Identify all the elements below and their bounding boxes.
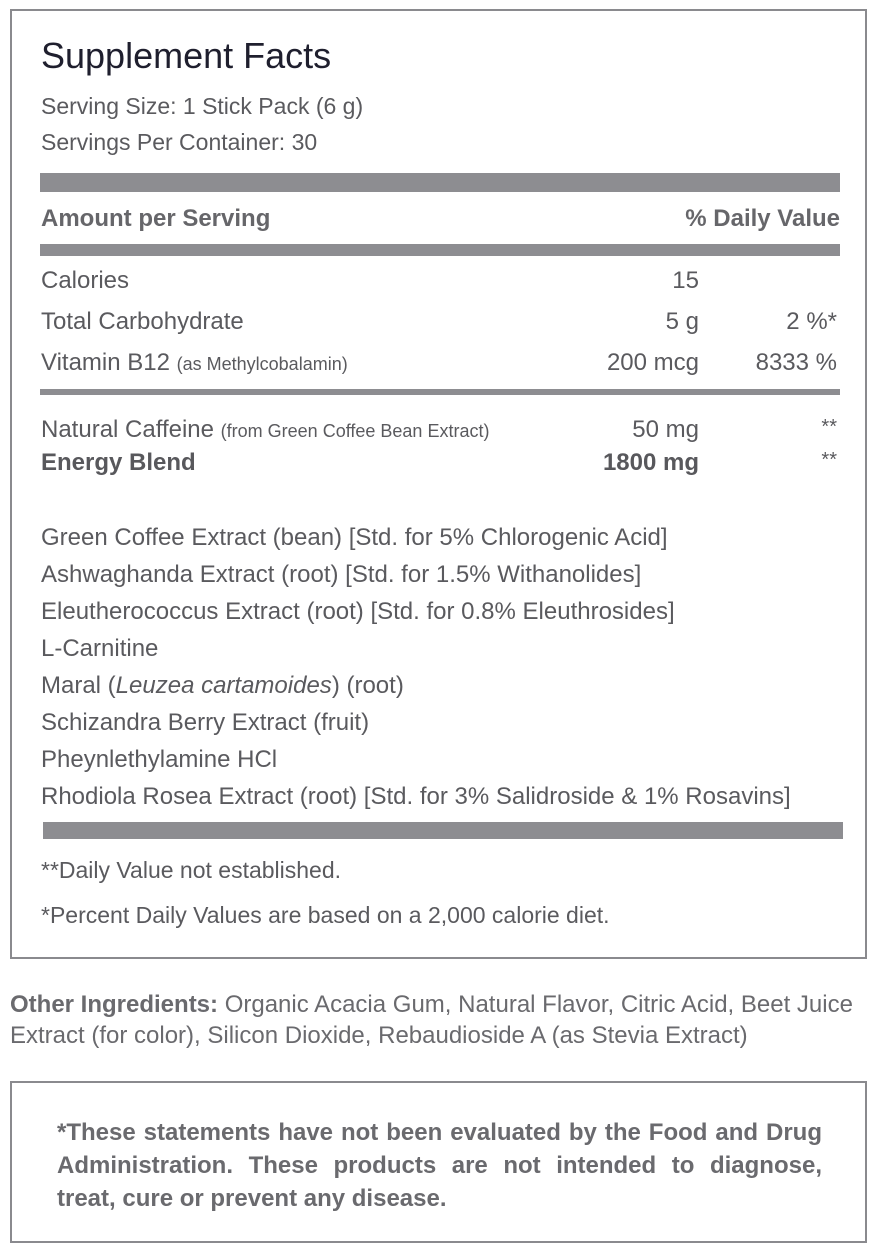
header-daily-value: % Daily Value	[685, 205, 840, 232]
nutrient-name: Vitamin B12	[41, 349, 170, 376]
blend-ingredient: Ashwaghanda Extract (root) [Std. for 1.5% Withanolides]	[41, 561, 642, 588]
thin-divider	[40, 389, 840, 395]
blend-ingredient: L-Carnitine	[41, 635, 159, 662]
thick-divider	[40, 173, 840, 192]
blend-ingredient: Pheynlethylamine HCl	[41, 746, 278, 773]
footnote-percent-dv: *Percent Daily Values are based on a 2,000 calorie diet.	[41, 902, 610, 928]
ingredient-text: ) (root)	[331, 672, 404, 699]
panel-title: Supplement Facts	[41, 35, 332, 76]
other-ingredients-label: Other Ingredients:	[10, 991, 219, 1018]
supplement-facts-panel	[10, 9, 867, 959]
bottom-divider	[43, 822, 843, 839]
blend-ingredient: Eleutherococcus Extract (root) [Std. for 0.8% Eleuthrosides]	[41, 598, 675, 625]
footnote-dv-not-established: **Daily Value not established.	[41, 857, 342, 883]
nutrient-name: Calories	[41, 267, 130, 294]
blend-ingredient: Rhodiola Rosea Extract (root) [Std. for 3% Salidroside & 1% Rosavins]	[41, 783, 791, 810]
blend-ingredient: Schizandra Berry Extract (fruit)	[41, 709, 370, 736]
fda-disclaimer-box	[10, 1081, 867, 1243]
blend-daily-value: **	[821, 449, 837, 471]
other-ingredients-text: Organic Acacia Gum, Natural Flavor, Citric Acid, Beet Juice Extract (for color), Silicon Dioxide, Rebaudioside A (as Stevia Extract)	[10, 991, 853, 1049]
other-ingredients	[10, 989, 870, 1051]
nutrient-row-caffeine	[41, 416, 489, 444]
blend-amount: 1800 mg	[602, 449, 699, 476]
blend-ingredient	[41, 672, 404, 700]
ingredient-latin-name: Leuzea cartamoides	[115, 672, 332, 699]
serving-size: Serving Size: 1 Stick Pack (6 g)	[41, 93, 364, 119]
ingredient-text: Maral (	[41, 672, 116, 699]
nutrient-note: (as Methylcobalamin)	[176, 354, 348, 374]
blend-ingredient: Green Coffee Extract (bean) [Std. for 5% Chlorogenic Acid]	[41, 524, 668, 551]
nutrient-amount: 50 mg	[632, 416, 699, 443]
servings-per-container: Servings Per Container: 30	[41, 129, 318, 155]
header-amount: Amount per Serving	[41, 205, 271, 232]
nutrient-amount: 5 g	[665, 308, 699, 335]
nutrient-row-b12	[41, 349, 348, 377]
nutrient-name: Total Carbohydrate	[41, 308, 244, 335]
nutrient-note: (from Green Coffee Bean Extract)	[220, 421, 490, 441]
nutrient-name: Natural Caffeine	[41, 416, 214, 443]
nutrient-amount: 200 mcg	[606, 349, 699, 376]
nutrient-daily-value: 2 %*	[786, 308, 837, 335]
blend-name: Energy Blend	[41, 449, 196, 476]
nutrient-daily-value: **	[821, 416, 837, 438]
nutrient-amount: 15	[672, 267, 699, 294]
nutrient-daily-value: 8333 %	[755, 349, 837, 376]
fda-disclaimer-text: *These statements have not been evaluated by the Food and Drug Administration. These products are not intended to diagnose, treat, cure or prevent any disease.	[57, 1119, 822, 1212]
medium-divider	[40, 244, 840, 256]
